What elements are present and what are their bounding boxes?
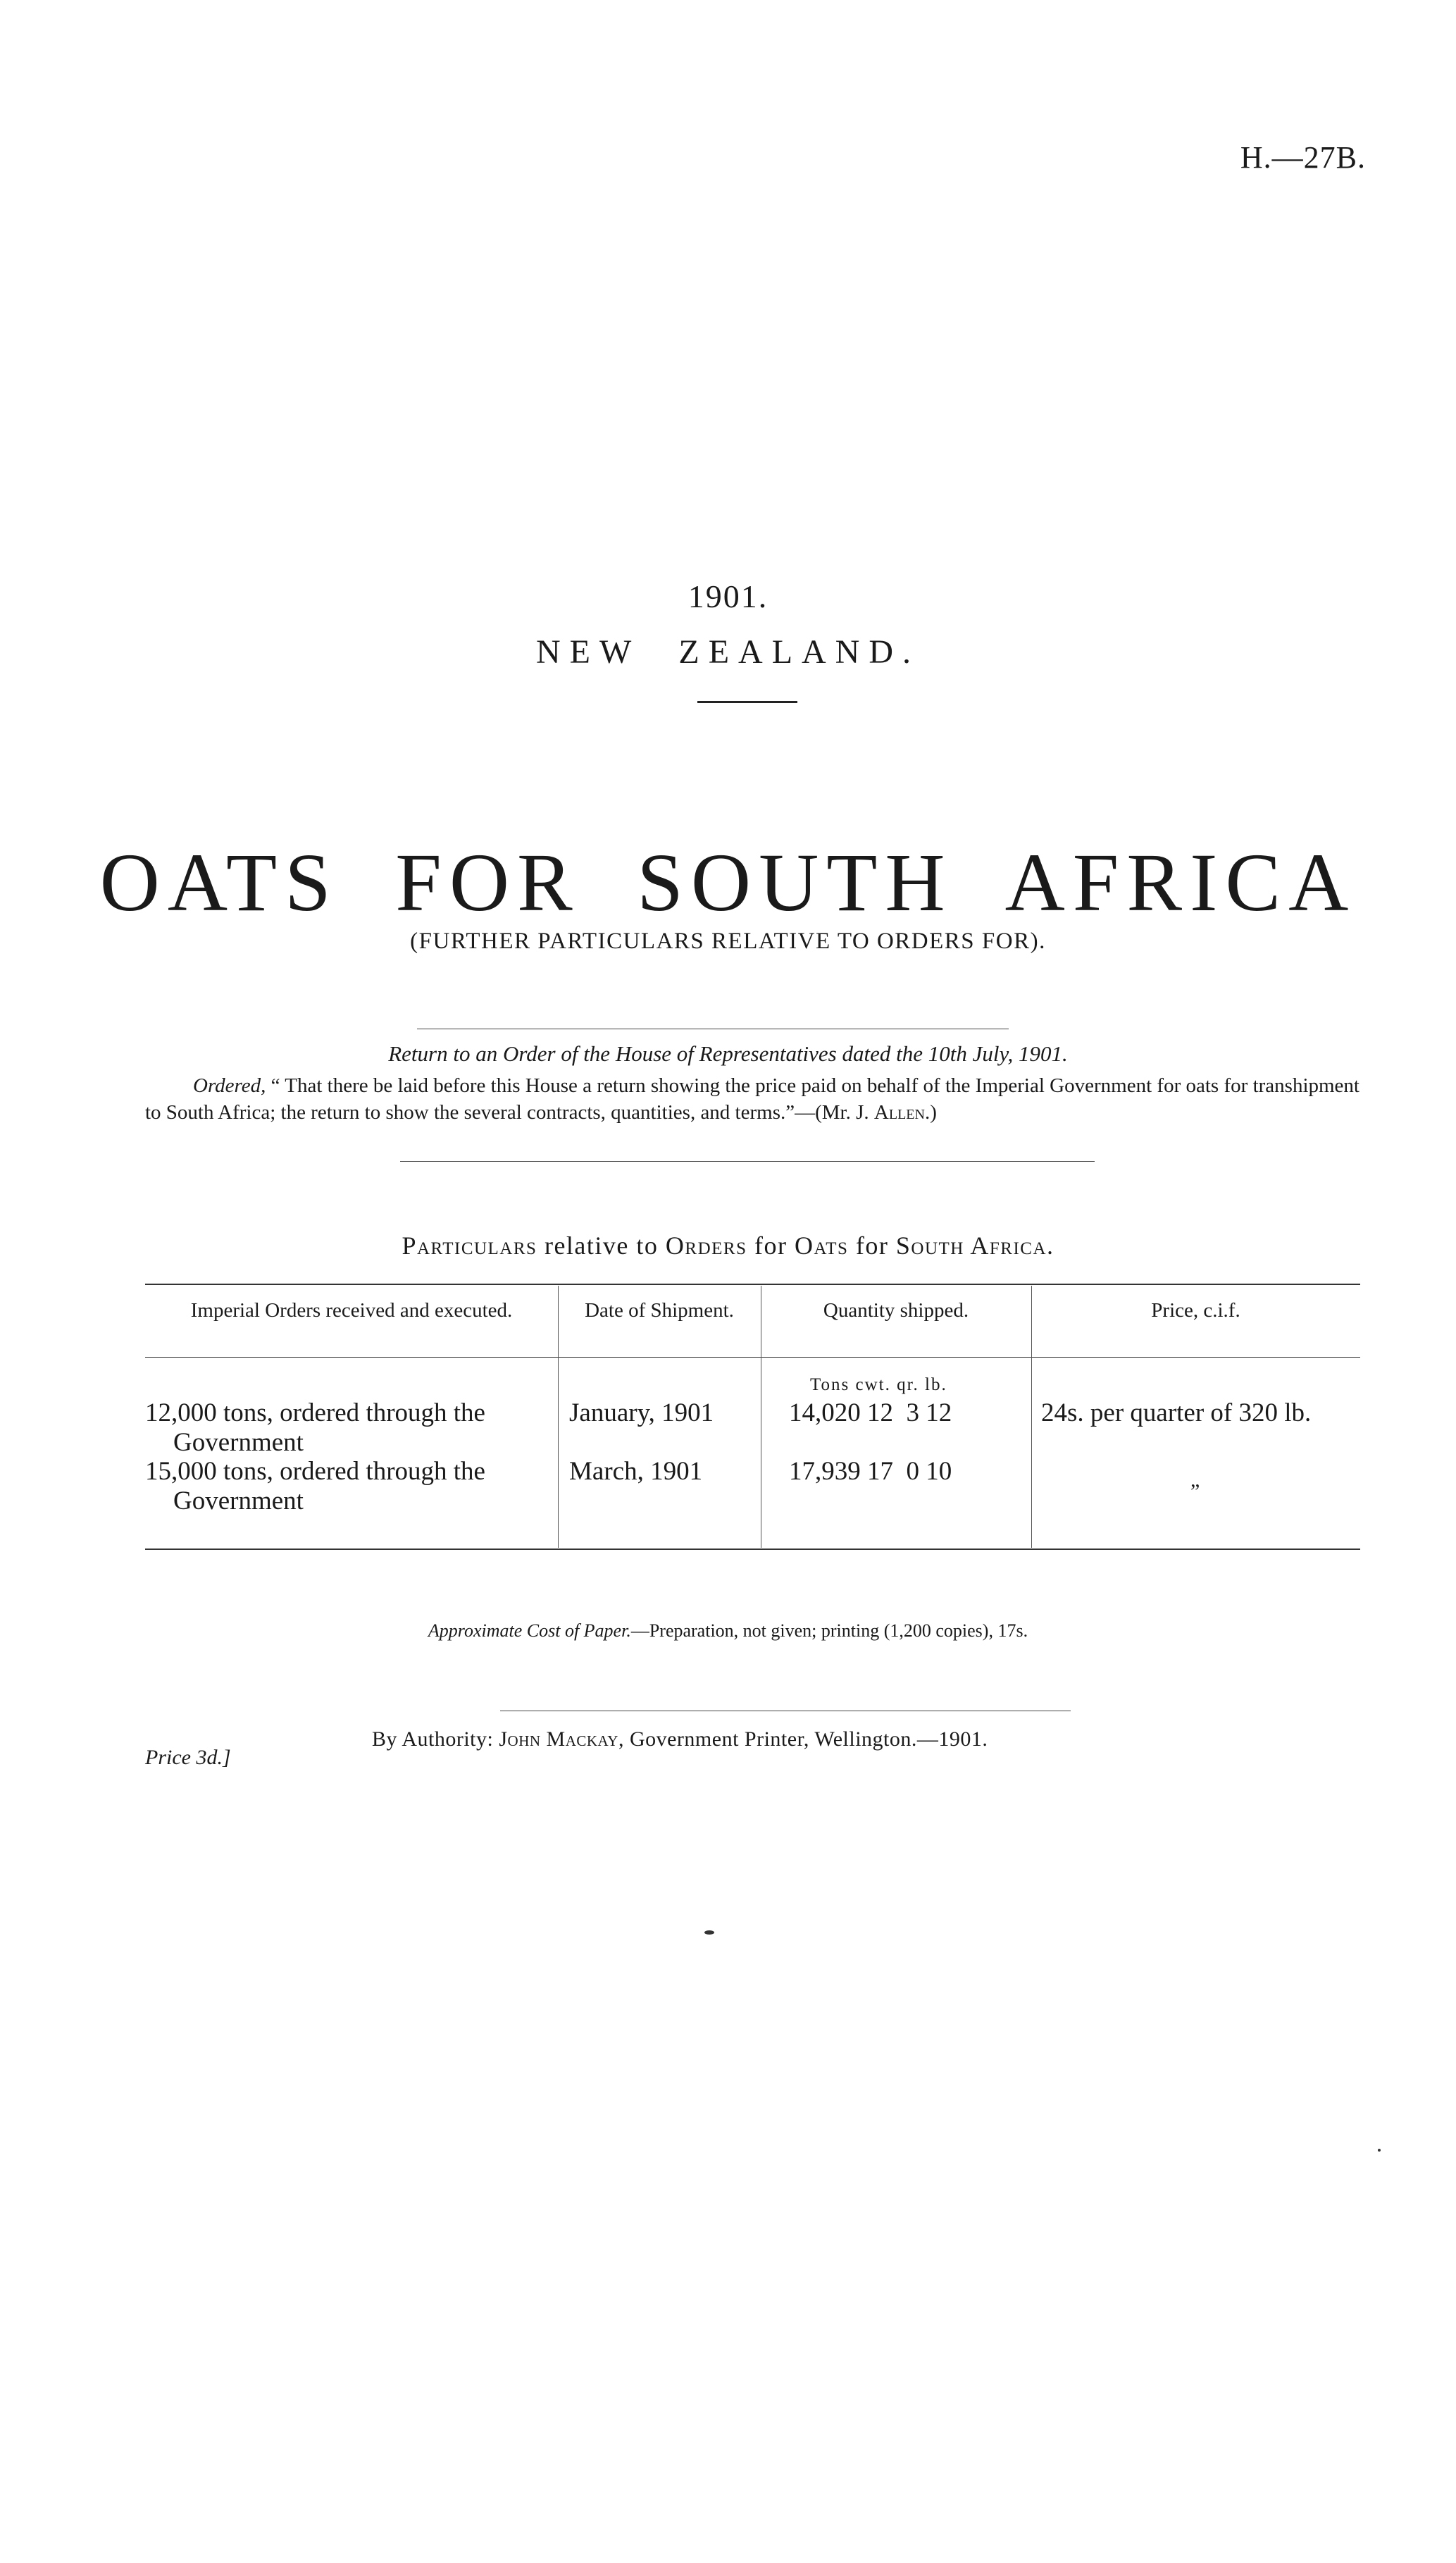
order-description-cont: Government	[173, 1487, 304, 1515]
table-row	[145, 1398, 558, 1458]
column-divider	[558, 1286, 559, 1548]
table-top-rule	[145, 1284, 1360, 1285]
order-description: 12,000 tons, ordered through the	[145, 1398, 485, 1427]
ordered-paragraph	[145, 1072, 1359, 1126]
quantity-shipped: 14,020 12 3 12	[789, 1398, 952, 1427]
printer-authority: By Authority: John Mackay, Government Printer, Wellington.—1901.	[372, 1727, 988, 1751]
price-note: Price 3d.]	[145, 1746, 231, 1769]
short-divider	[697, 701, 797, 703]
order-description-cont: Government	[173, 1428, 304, 1457]
page-subtitle: (FURTHER PARTICULARS RELATIVE TO ORDERS FOR).	[410, 929, 1046, 954]
quantity-units: Tons cwt. qr. lb.	[810, 1375, 947, 1394]
table-row	[145, 1457, 558, 1516]
return-order-line: Return to an Order of the House of Representatives dated the 10th July, 1901.	[388, 1041, 1068, 1066]
column-divider	[1031, 1286, 1032, 1548]
price-ditto-mark: „	[1190, 1468, 1200, 1491]
printer-name: John Mackay	[499, 1727, 618, 1751]
document-reference: H.—27B.	[1240, 140, 1366, 175]
cost-text: —Preparation, not given; printing (1,200 copies), 17s.	[630, 1620, 1028, 1641]
order-description: 15,000 tons, ordered through the	[145, 1457, 485, 1486]
table-bottom-rule	[145, 1549, 1360, 1550]
member-name: Allen	[873, 1101, 925, 1124]
ordered-word: Ordered,	[193, 1074, 266, 1097]
approximate-cost	[0, 1620, 1456, 1642]
country-heading: NEW ZEALAND.	[535, 633, 921, 671]
year-heading: 1901.	[687, 578, 769, 614]
cost-label: Approximate Cost of Paper.	[428, 1620, 631, 1641]
price-cif: 24s. per quarter of 320 lb.	[1041, 1398, 1312, 1427]
shipment-date: March, 1901	[569, 1457, 703, 1486]
shipment-date: January, 1901	[569, 1398, 714, 1427]
table-header-rule	[145, 1357, 1360, 1358]
column-header-quantity: Quantity shipped.	[823, 1299, 969, 1322]
divider-bottom	[400, 1161, 1095, 1162]
ordered-end: .)	[924, 1101, 937, 1124]
quantity-shipped: 17,939 17 0 10	[789, 1457, 952, 1486]
print-speck	[1378, 2149, 1381, 2152]
ordered-text: “ That there be laid before this House a return showing the price paid on behalf of the Imperial Government for oats for transhipment to South Africa; the return to show the several contracts, quantities, and terms.”—(Mr. J.	[145, 1074, 1359, 1124]
column-header-orders: Imperial Orders received and executed.	[190, 1299, 513, 1322]
print-speck	[704, 1930, 714, 1935]
table-title: Particulars relative to Orders for Oats for South Africa.	[402, 1231, 1054, 1260]
column-header-date: Date of Shipment.	[585, 1299, 734, 1322]
column-header-price: Price, c.i.f.	[1151, 1299, 1240, 1322]
page-title: OATS FOR SOUTH AFRICA	[99, 836, 1357, 929]
